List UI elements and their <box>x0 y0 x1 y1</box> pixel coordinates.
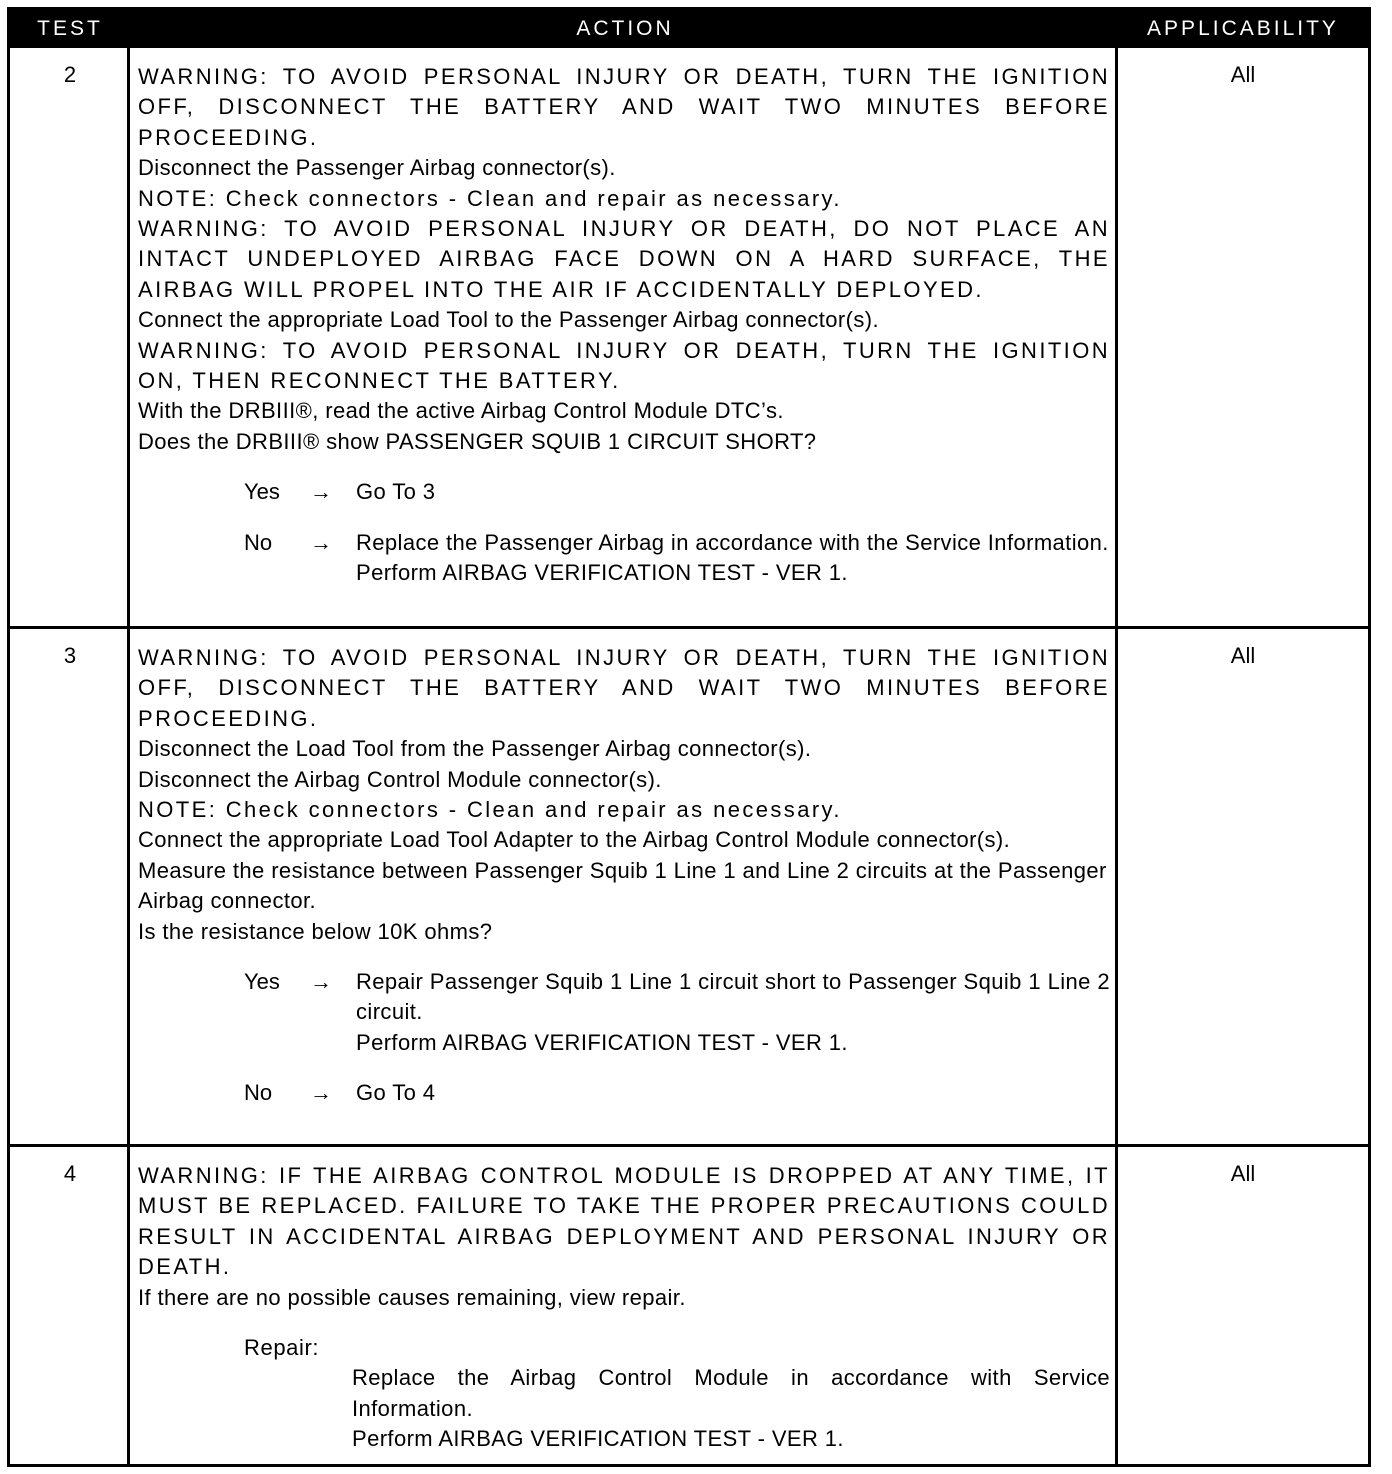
yes-branch <box>138 477 1110 507</box>
repair-label: Repair: <box>244 1335 320 1361</box>
yes-label: Yes <box>244 479 280 505</box>
table-row <box>10 629 1368 1144</box>
table-row <box>10 1147 1368 1464</box>
no-branch <box>138 528 1110 589</box>
header-action: ACTION <box>576 17 674 40</box>
warning-text: WARNING: TO AVOID PERSONAL INJURY OR DEATH, DO NOT PLACE AN INTACT UNDEPLOYED AIRBAG FACE DOWN ON A HARD SURFACE, THE AIRBAG WILL PROPEL INTO THE AIR IF ACCIDENTALLY DEPLOYED. <box>138 216 1110 302</box>
no-label: No <box>244 1080 273 1106</box>
action-cell <box>138 62 1110 589</box>
no-result: Replace the Passenger Airbag in accordance with the Service Information. <box>356 529 1109 555</box>
applicability-value: All <box>1230 62 1256 87</box>
step-text: With the DRBIII®, read the active Airbag Control Module DTC’s. <box>138 398 784 424</box>
table-header <box>10 10 1368 48</box>
note-text: NOTE: Check connectors - Clean and repair as necessary. <box>138 797 842 823</box>
arrow-icon: → <box>310 479 332 505</box>
step-text: Disconnect the Passenger Airbag connector(s). <box>138 155 616 181</box>
step-text: Disconnect the Airbag Control Module connector(s). <box>138 766 662 792</box>
warning-text: WARNING: IF THE AIRBAG CONTROL MODULE IS DROPPED AT ANY TIME, IT MUST BE REPLACED. FAILURE TO TAKE THE PROPER PRECAUTIONS COULD RESULT IN ACCIDENTAL AIRBAG DEPLOYMENT AND PERSONAL INJURY OR DEATH. <box>138 1163 1110 1280</box>
repair-body <box>138 1363 1110 1454</box>
step-text: Disconnect the Load Tool from the Passenger Airbag connector(s). <box>138 736 812 762</box>
question-text: Is the resistance below 10K ohms? <box>138 918 493 944</box>
yes-label: Yes <box>244 969 280 995</box>
warning-text: WARNING: TO AVOID PERSONAL INJURY OR DEATH, TURN THE IGNITION ON, THEN RECONNECT THE BATTERY. <box>138 337 1110 394</box>
yes-result: Go To 3 <box>356 479 436 505</box>
arrow-icon: → <box>310 1080 332 1106</box>
no-result: Perform AIRBAG VERIFICATION TEST - VER 1. <box>356 560 848 586</box>
no-branch <box>138 1078 1110 1108</box>
note-text: NOTE: Check connectors - Clean and repair as necessary. <box>138 185 842 211</box>
action-cell <box>138 1161 1110 1455</box>
step-text: Measure the resistance between Passenger Squib 1 Line 1 and Line 2 circuits at the Passenger Airbag connector. <box>138 857 1107 914</box>
warning-text: WARNING: TO AVOID PERSONAL INJURY OR DEATH, TURN THE IGNITION OFF, DISCONNECT THE BATTERY AND WAIT TWO MINUTES BEFORE PROCEEDING. <box>138 64 1110 150</box>
yes-branch <box>138 967 1110 1058</box>
step-text: Connect the appropriate Load Tool to the Passenger Airbag connector(s). <box>138 307 880 333</box>
step-text: If there are no possible causes remaining, view repair. <box>138 1284 686 1310</box>
table-row <box>10 48 1368 626</box>
header-test: TEST <box>37 17 103 40</box>
test-table <box>7 7 1371 1467</box>
yes-result: Repair Passenger Squib 1 Line 1 circuit short to Passenger Squib 1 Line 2 circuit. <box>356 969 1110 1025</box>
no-result: Go To 4 <box>356 1080 436 1106</box>
repair-text: Perform AIRBAG VERIFICATION TEST - VER 1. <box>352 1426 844 1452</box>
warning-text: WARNING: TO AVOID PERSONAL INJURY OR DEATH, TURN THE IGNITION OFF, DISCONNECT THE BATTERY AND WAIT TWO MINUTES BEFORE PROCEEDING. <box>138 645 1110 731</box>
yes-result: Perform AIRBAG VERIFICATION TEST - VER 1. <box>356 1029 848 1055</box>
arrow-icon: → <box>310 969 332 995</box>
repair-text: Replace the Airbag Control Module in accordance with Service Information. <box>352 1365 1110 1421</box>
step-text: Connect the appropriate Load Tool Adapter to the Airbag Control Module connector(s). <box>138 827 1011 853</box>
no-label: No <box>244 529 273 555</box>
action-cell <box>138 643 1110 1109</box>
header-applicability: APPLICABILITY <box>1147 17 1339 40</box>
test-number: 3 <box>63 643 77 668</box>
arrow-icon: → <box>310 529 332 555</box>
applicability-value: All <box>1230 643 1256 668</box>
question-text: Does the DRBIII® show PASSENGER SQUIB 1 CIRCUIT SHORT? <box>138 428 817 454</box>
applicability-value: All <box>1230 1161 1256 1186</box>
test-number: 2 <box>63 62 77 87</box>
test-number: 4 <box>63 1161 77 1186</box>
